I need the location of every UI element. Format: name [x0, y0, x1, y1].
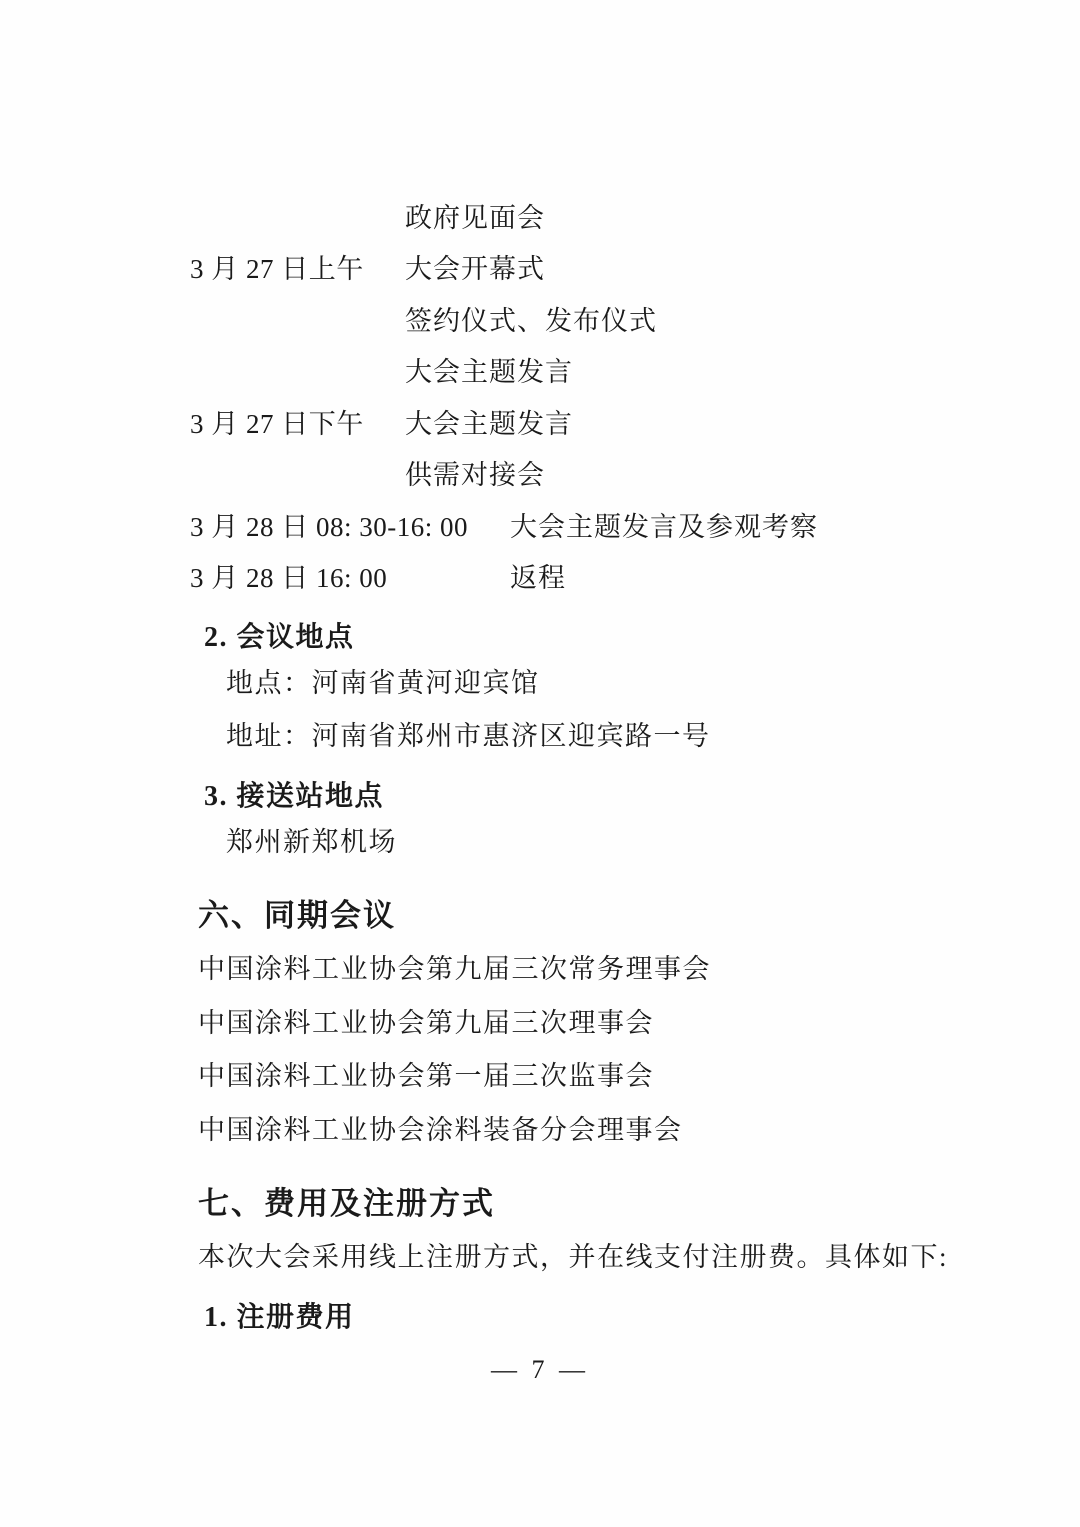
schedule-event: 大会开幕式 — [405, 254, 545, 285]
section-heading-venue: 2. 会议地点 — [204, 621, 355, 653]
schedule-row — [190, 251, 950, 287]
concurrent-meeting-item: 中国涂料工业协会第九届三次理事会 — [198, 1007, 654, 1038]
schedule-time: 3 月 27 日上午 — [190, 254, 364, 285]
schedule-event: 签约仪式、发布仪式 — [405, 305, 657, 336]
schedule-event: 政府见面会 — [405, 203, 545, 233]
schedule-row — [190, 354, 950, 390]
schedule-event: 大会主题发言 — [405, 408, 573, 439]
page-content — [190, 200, 950, 1345]
schedule-row — [190, 509, 950, 545]
section-heading-registration-fee: 1. 注册费用 — [204, 1301, 355, 1333]
section-heading-shuttle: 3. 接送站地点 — [204, 781, 385, 813]
schedule-event: 大会主题发言及参观考察 — [510, 511, 818, 542]
concurrent-meeting-item: 中国涂料工业协会第九届三次常务理事会 — [198, 953, 711, 984]
schedule-row — [190, 406, 950, 442]
schedule-time: 3 月 27 日下午 — [190, 408, 364, 439]
schedule-event: 供需对接会 — [405, 460, 545, 491]
fees-intro: 本次大会采用线上注册方式，并在线支付注册费。具体如下: — [198, 1242, 949, 1273]
schedule-row — [190, 200, 950, 236]
schedule-event: 大会主题发言 — [405, 357, 573, 388]
schedule-block — [190, 200, 950, 597]
schedule-row — [190, 303, 950, 339]
concurrent-meeting-item: 中国涂料工业协会涂料装备分会理事会 — [198, 1115, 683, 1146]
section-heading-concurrent-meetings: 六、同期会议 — [198, 897, 396, 933]
schedule-row — [190, 560, 950, 596]
concurrent-meeting-item: 中国涂料工业协会第一届三次监事会 — [198, 1061, 654, 1092]
section-heading-fees: 七、费用及注册方式 — [198, 1186, 495, 1222]
venue-location: 地点：河南省黄河迎宾馆 — [226, 667, 540, 698]
page-number: — 7 — — [491, 1355, 589, 1384]
venue-address: 地址：河南省郑州市惠济区迎宾路一号 — [226, 721, 711, 752]
shuttle-location: 郑州新郑机场 — [226, 827, 397, 858]
schedule-time: 3 月 28 日 16: 00 — [190, 563, 388, 594]
schedule-time: 3 月 28 日 08: 30-16: 00 — [190, 511, 468, 542]
schedule-row — [190, 457, 950, 493]
schedule-event: 返程 — [510, 563, 566, 594]
